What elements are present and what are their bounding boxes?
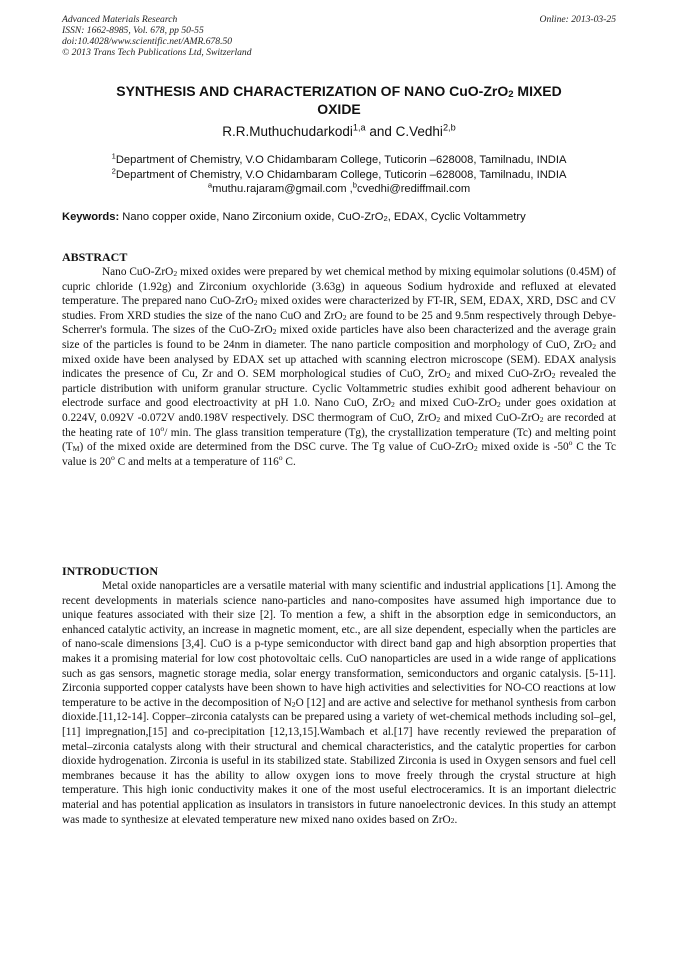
keywords: Keywords: Nano copper oxide, Nano Zirconium oxide, CuO-ZrO$_2$, EDAX, Cyclic Voltammetry [62, 211, 526, 223]
email-line: $^a$muthu.rajaram@gmail.com ,$^b$cvedhi@rediffmail.com [207, 180, 471, 195]
copyright-line: © 2013 Trans Tech Publications Ltd, Switzerland [62, 47, 252, 58]
affiliation-1: $^1$Department of Chemistry, V.O Chidambaram College, Tuticorin –628008, Tamilnadu, INDIA [111, 151, 567, 166]
email-link-a[interactable]: muthu.rajaram@gmail.com , [212, 183, 353, 195]
affiliation-2: $^2$Department of Chemistry, V.O Chidambaram College, Tuticorin –628008, Tamilnadu, INDIA [111, 165, 567, 181]
abstract-text: Nano CuO-ZrO$_2$ mixed oxides were prepared by wet chemical method by mixing equimolar solutions (0.45M) of cupric chloride (1.92g) and Zirconium oxychloride (3.63g) in aqueous Sodium hydroxide and refluxed at elevated temperature. The prepared nano CuO-ZrO$_2$ mixed oxides were characterized by FT-IR, SEM, EDAX, XRD, DSC and CV studies. From XRD studies the size of the nano CuO and ZrO$_2$ are found to be 25 and 9.5nm respectively through Debye-Scherrer's formula. The sizes of the CuO-ZrO$_2$ mixed oxide particles have also been characterized and the average grain size of the particles is found to be 24nm in diameter. The nano particle composition and morphology of CuO, ZrO$_2$ and mixed oxide have been analysed by EDAX set up attached with scanning electron microscope (SEM). EDAX analysis indicates the presence of Cu, Zr and O. SEM morphological studies of CuO, ZrO$_2$ and mixed CuO-ZrO$_2$ revealed the particle distribution with uniform granular structure. Cyclic Voltammetric studies exhibit good adherent behaviour on electrode surface and good electroactivity at pH 1.0. Nano CuO, ZrO$_2$ and mixed CuO-ZrO$_2$ under goes oxidation at 0.224V, 0.092V -0.072V and0.198V respectively. DSC thermogram of CuO, ZrO$_2$ and mixed CuO-ZrO$_2$ are recorded at the heating rate of 10$^o$/ min. The glass transition temperature (Tg), the crystallization temperature (Tc) and melting point $(T_M)$ of the mixed oxide are determined from the DSC curve. The Tg value of CuO-ZrO$_2$ mixed oxide is -50$^o$ C the Tc value is 20$^o$ C and melts at a temperature of 116$^o$ C. [62, 266, 617, 468]
email-link-b[interactable]: cvedhi@rediffmail.com [357, 183, 471, 195]
online-date: Online: 2013-03-25 [539, 14, 616, 25]
abstract-heading: ABSTRACT [62, 250, 128, 264]
keywords-label: Keywords: [62, 211, 120, 223]
doi-line[interactable]: doi:10.4028/www.scientific.net/AMR.678.50 [62, 36, 233, 47]
introduction-text: Metal oxide nanoparticles are a versatile material with many scientific and industrial applications [1]. Among the recent developments in materials science nano-particles and nano-composites have assumed high importance due to unique features associated with their size [2]. To mention a few, a shift in the absorption edge in semiconductors, an enhanced catalytic activity, an increase in magnetic moment, etc., are all size dependent, especially when the particles are of nano-scale dimensions [3,4]. CuO is a p-type semiconductor with direct band gap and high absorption properties that makes it a promising material for low cost photovoltaic cells. CuO nanoparticles are used in a wide range of applications such as gas sensors, magnetic storage media, solar energy transformation, semiconductors and organic catalysis. [5-11]. Zirconia supported copper catalysts have been shown to have high activities and selectivities for NO-CO reactions at low temperature to be active in the decomposition of $N_2O$ [12] and are active and selective for methanol synthesis from carbon dioxide.[11,12-14]. Copper–zirconia catalysts can be prepared using a variety of wet-chemical methods including sol–gel,[11] impregnation,[15] and co-precipitation [12,13,15].Wambach et al.[17] have recently reviewed the preparation of metal–zirconia catalysts along with their structural and chemical characteristics, and the catalytic properties for carbon dioxide hydrogenation. Zirconia is useful in its stabilized state. Stabilized Zirconia is used in Oxygen sensors and fuel cell membranes because it has the ability to allow oxygen ions to move freely through the crystal structure at high temperature. This high ionic conductivity makes it one of the most useful electroceramics. It is an important dielectric material and has potential application as insulators in transistors in future nanoelectronic devices. In this study an attempt was made to synthesize at elevated temperature new mixed nano oxides based on ZrO$_2$. [62, 580, 616, 826]
author-2: and C.Vedhi [365, 124, 443, 139]
affiliations [62, 153, 616, 197]
issn-line: ISSN: 1662-8985, Vol. 678, pp 50-55 [62, 25, 204, 36]
author-list: R.R.Muthuchudarkodi$^{1,a}$ and C.Vedhi$^{2,b}$ [222, 122, 456, 139]
paper-title: SYNTHESIS AND CHARACTERIZATION OF NANO CuO-ZrO$_2$ MIXED OXIDE [116, 83, 562, 117]
introduction-heading: INTRODUCTION [62, 564, 159, 578]
author-1: R.R.Muthuchudarkodi [222, 124, 353, 139]
journal-name: Advanced Materials Research [62, 14, 178, 25]
journal-header [62, 14, 616, 58]
